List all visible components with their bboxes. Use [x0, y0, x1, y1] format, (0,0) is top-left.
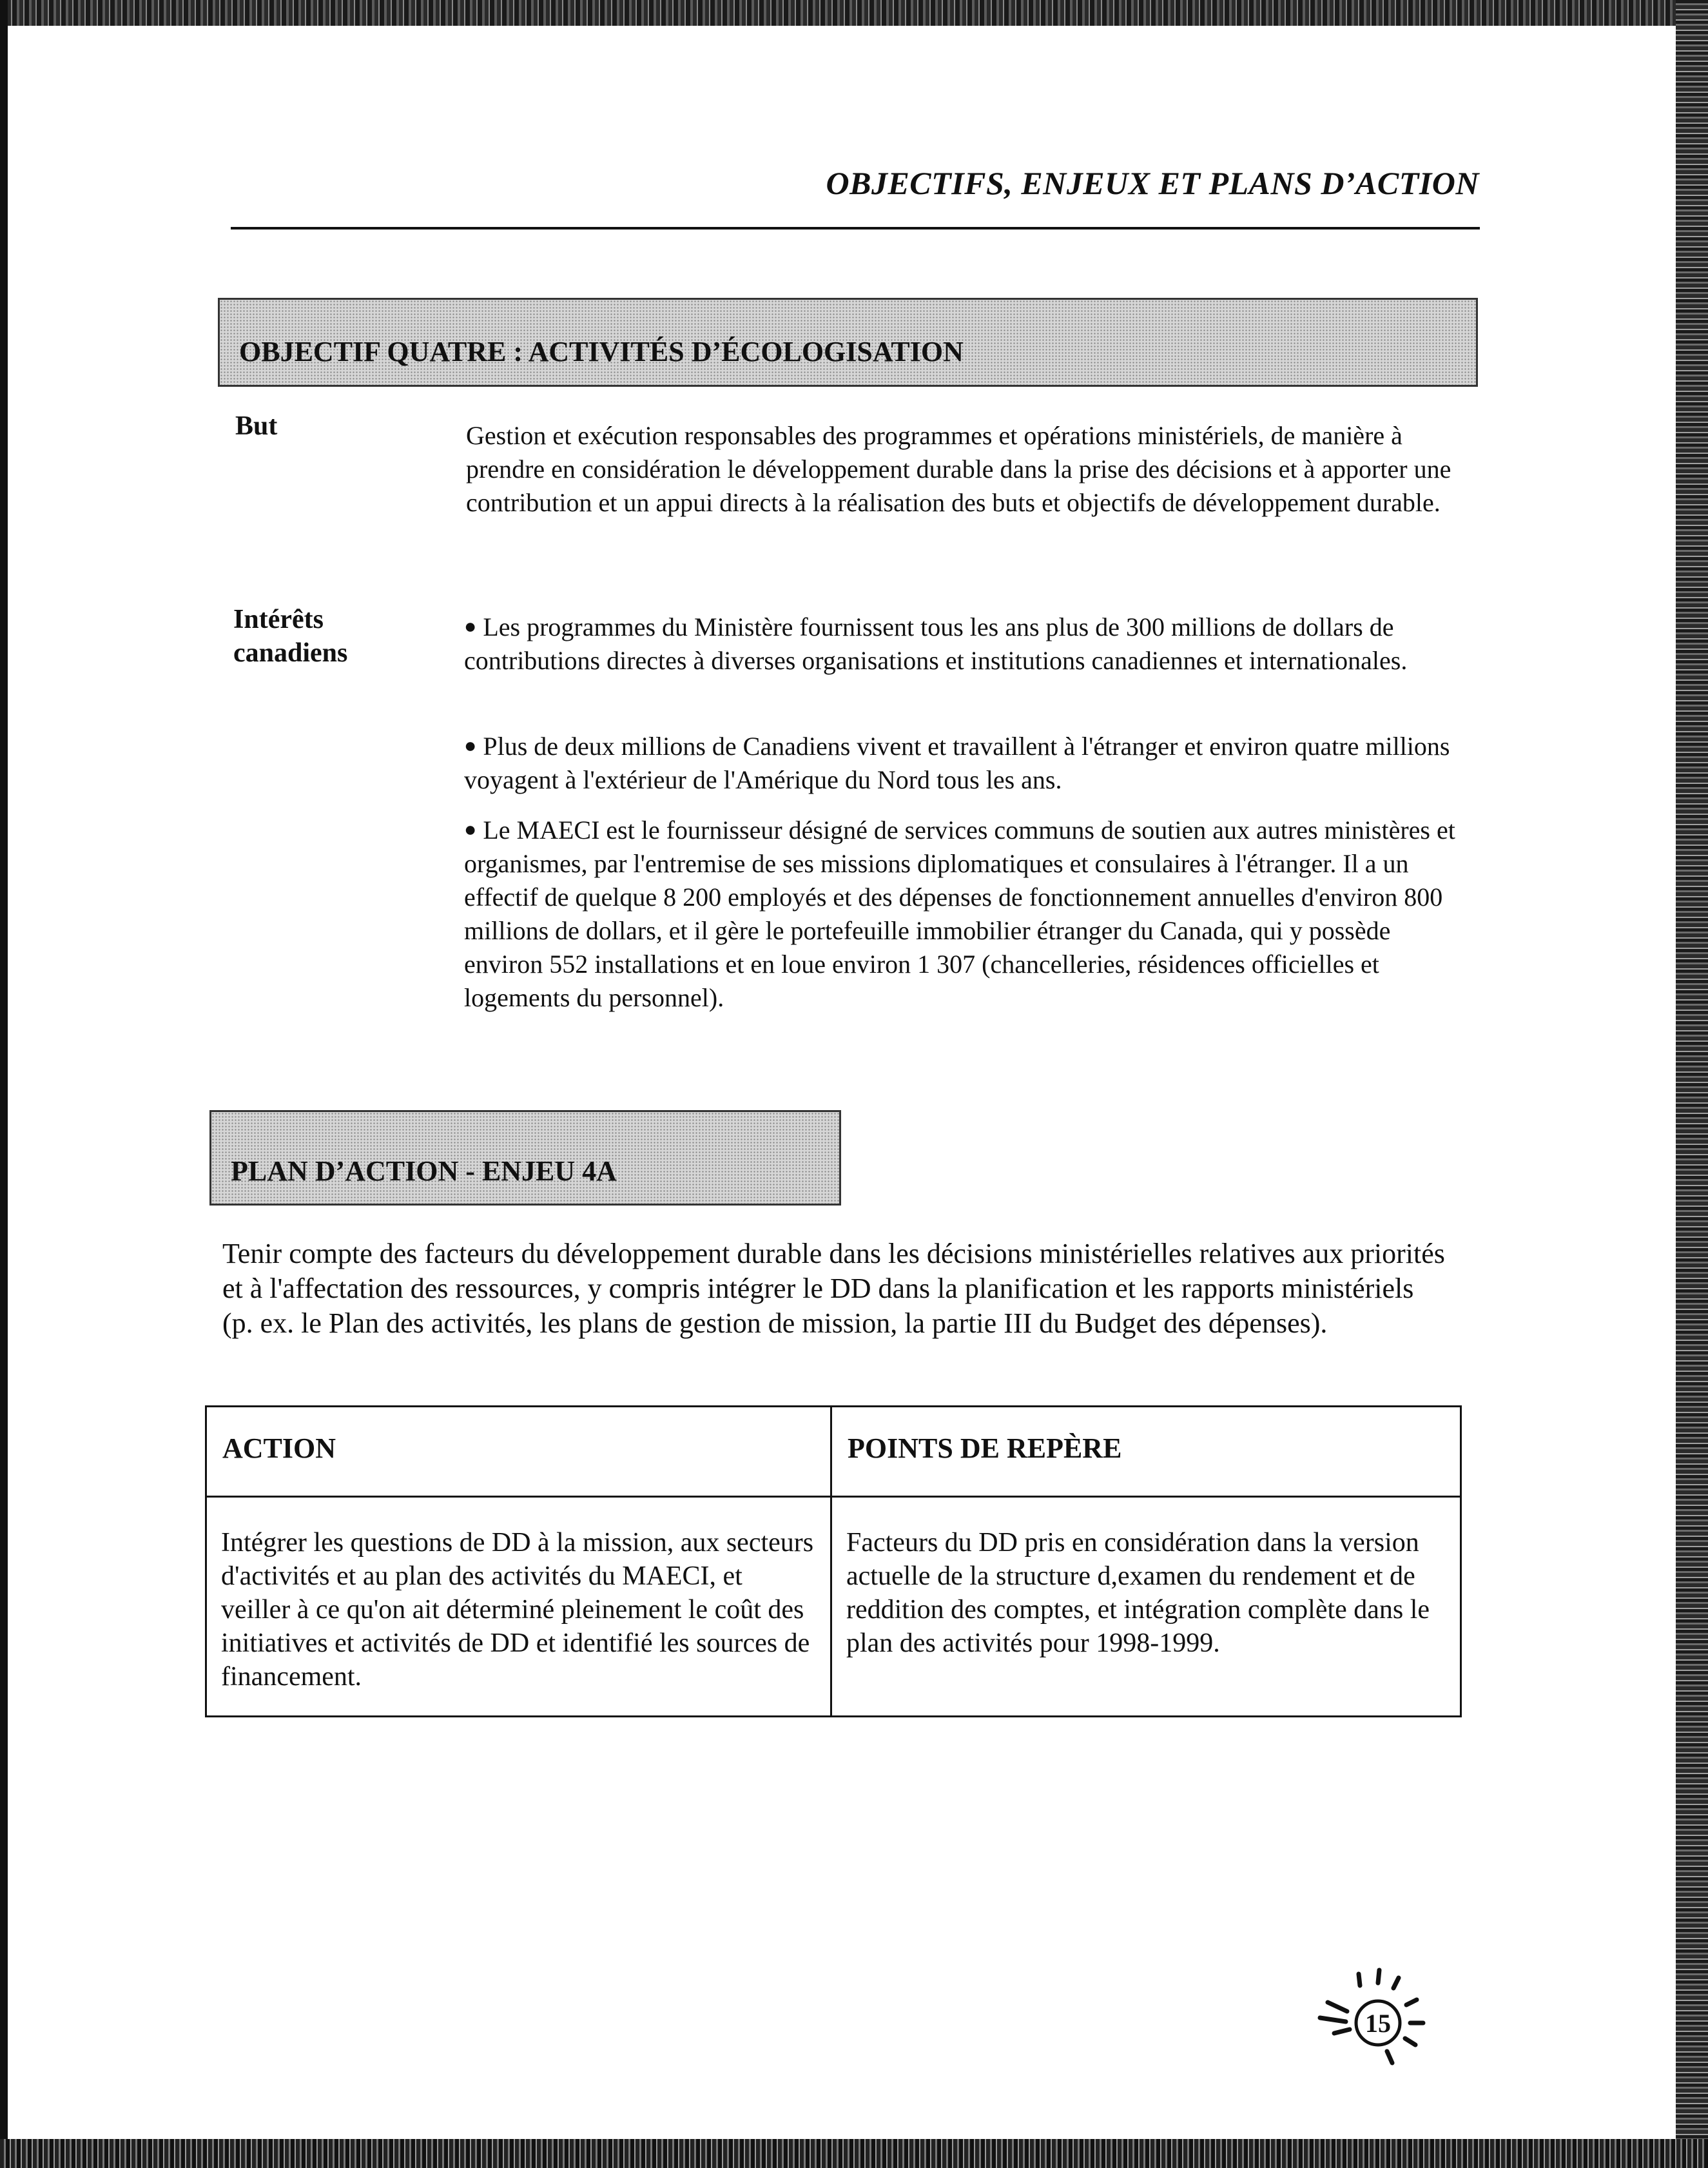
cell-action: Intégrer les questions de DD à la mission, aux secteurs d'activités et au plan des activités du MAECI, et veiller à ce qu'on ait déterminé pleinement le coût des initiatives et activités de DD et identifié les sources de financement.	[206, 1497, 831, 1717]
bullet-text: Le MAECI est le fournisseur désigné de services communs de soutien aux autres ministères et organismes, par l'entremise de ses missions diplomatiques et consulaires à l'étranger. Il a un effectif de quelque 8 200 employés et des dépenses de fonctionnement annuelles d'environ 800 millions de dollars, et il gère le portefeuille immobilier étranger du Canada, qui y possède environ 552 installations et en loue environ 1 307 (chancelleries, résidences officielles et logements du personnel).	[464, 815, 1455, 1012]
bullet-dot-icon: ●	[464, 614, 477, 638]
bullet-dot-icon: ●	[464, 817, 477, 841]
header-rule	[231, 227, 1480, 229]
bullet-text: Les programmes du Ministère fournissent tous les ans plus de 300 millions de dollars de contributions directes à diverses organisations et institutions canadiennes et internationales.	[464, 612, 1408, 675]
bullet-dot-icon: ●	[464, 734, 477, 757]
plan-heading: PLAN D’ACTION - ENJEU 4A	[231, 1155, 617, 1187]
bullet-item	[464, 728, 1460, 797]
plan-description: Tenir compte des facteurs du développement durable dans les décisions ministérielles relatives aux priorités et à l'affectation des ressources, y compris intégrer le DD dans la planification et les rapports ministériels (p. ex. le Plan des activités, les plans de gestion de mission, la partie III du Budget des dépenses).	[222, 1238, 1445, 1339]
page-number: 15	[1365, 2009, 1391, 2038]
bullet-text: Plus de deux millions de Canadiens vivent et travaillent à l'étranger et environ quatre millions voyagent à l'extérieur de l'Amérique du Nord tous les ans.	[464, 732, 1450, 794]
interets-label	[233, 603, 347, 670]
scan-border-top	[0, 0, 1708, 26]
scan-border-bottom	[0, 2139, 1708, 2168]
column-header-points: POINTS DE REPÈRE	[831, 1407, 1461, 1497]
objective-heading-box	[218, 298, 1478, 387]
but-label: But	[235, 411, 278, 441]
table-header-row	[206, 1407, 1461, 1497]
column-header-action: ACTION	[206, 1407, 831, 1497]
scan-border-right	[1676, 0, 1708, 2168]
interets-label-line2: canadiens	[233, 638, 348, 668]
cell-points: Facteurs du DD pris en considération dans la version actuelle de la structure d,examen du rendement et de reddition des comptes, et intégration complète dans le plan des activités pour 1998-1999.	[831, 1497, 1461, 1717]
objective-heading: OBJECTIF QUATRE : ACTIVITÉS D’ÉCOLOGISATION	[239, 335, 964, 367]
but-text: Gestion et exécution responsables des programmes et opérations ministériels, de manière à prendre en considération le développement durable dans la prise des décisions et à apporter une contribution et un appui directs à la réalisation des buts et objectifs de développement durable.	[466, 421, 1451, 517]
bullet-item	[464, 812, 1460, 1015]
sun-page-logo	[1315, 1966, 1437, 2076]
bullet-item	[464, 609, 1460, 678]
table-row	[206, 1497, 1461, 1717]
scan-border-left	[0, 0, 8, 2168]
plan-heading-box	[209, 1110, 841, 1206]
interets-label-line1: Intérêts	[233, 605, 324, 634]
page-header-title: OBJECTIFS, ENJEUX ET PLANS D’ACTION	[826, 165, 1479, 201]
action-table	[205, 1405, 1462, 1717]
